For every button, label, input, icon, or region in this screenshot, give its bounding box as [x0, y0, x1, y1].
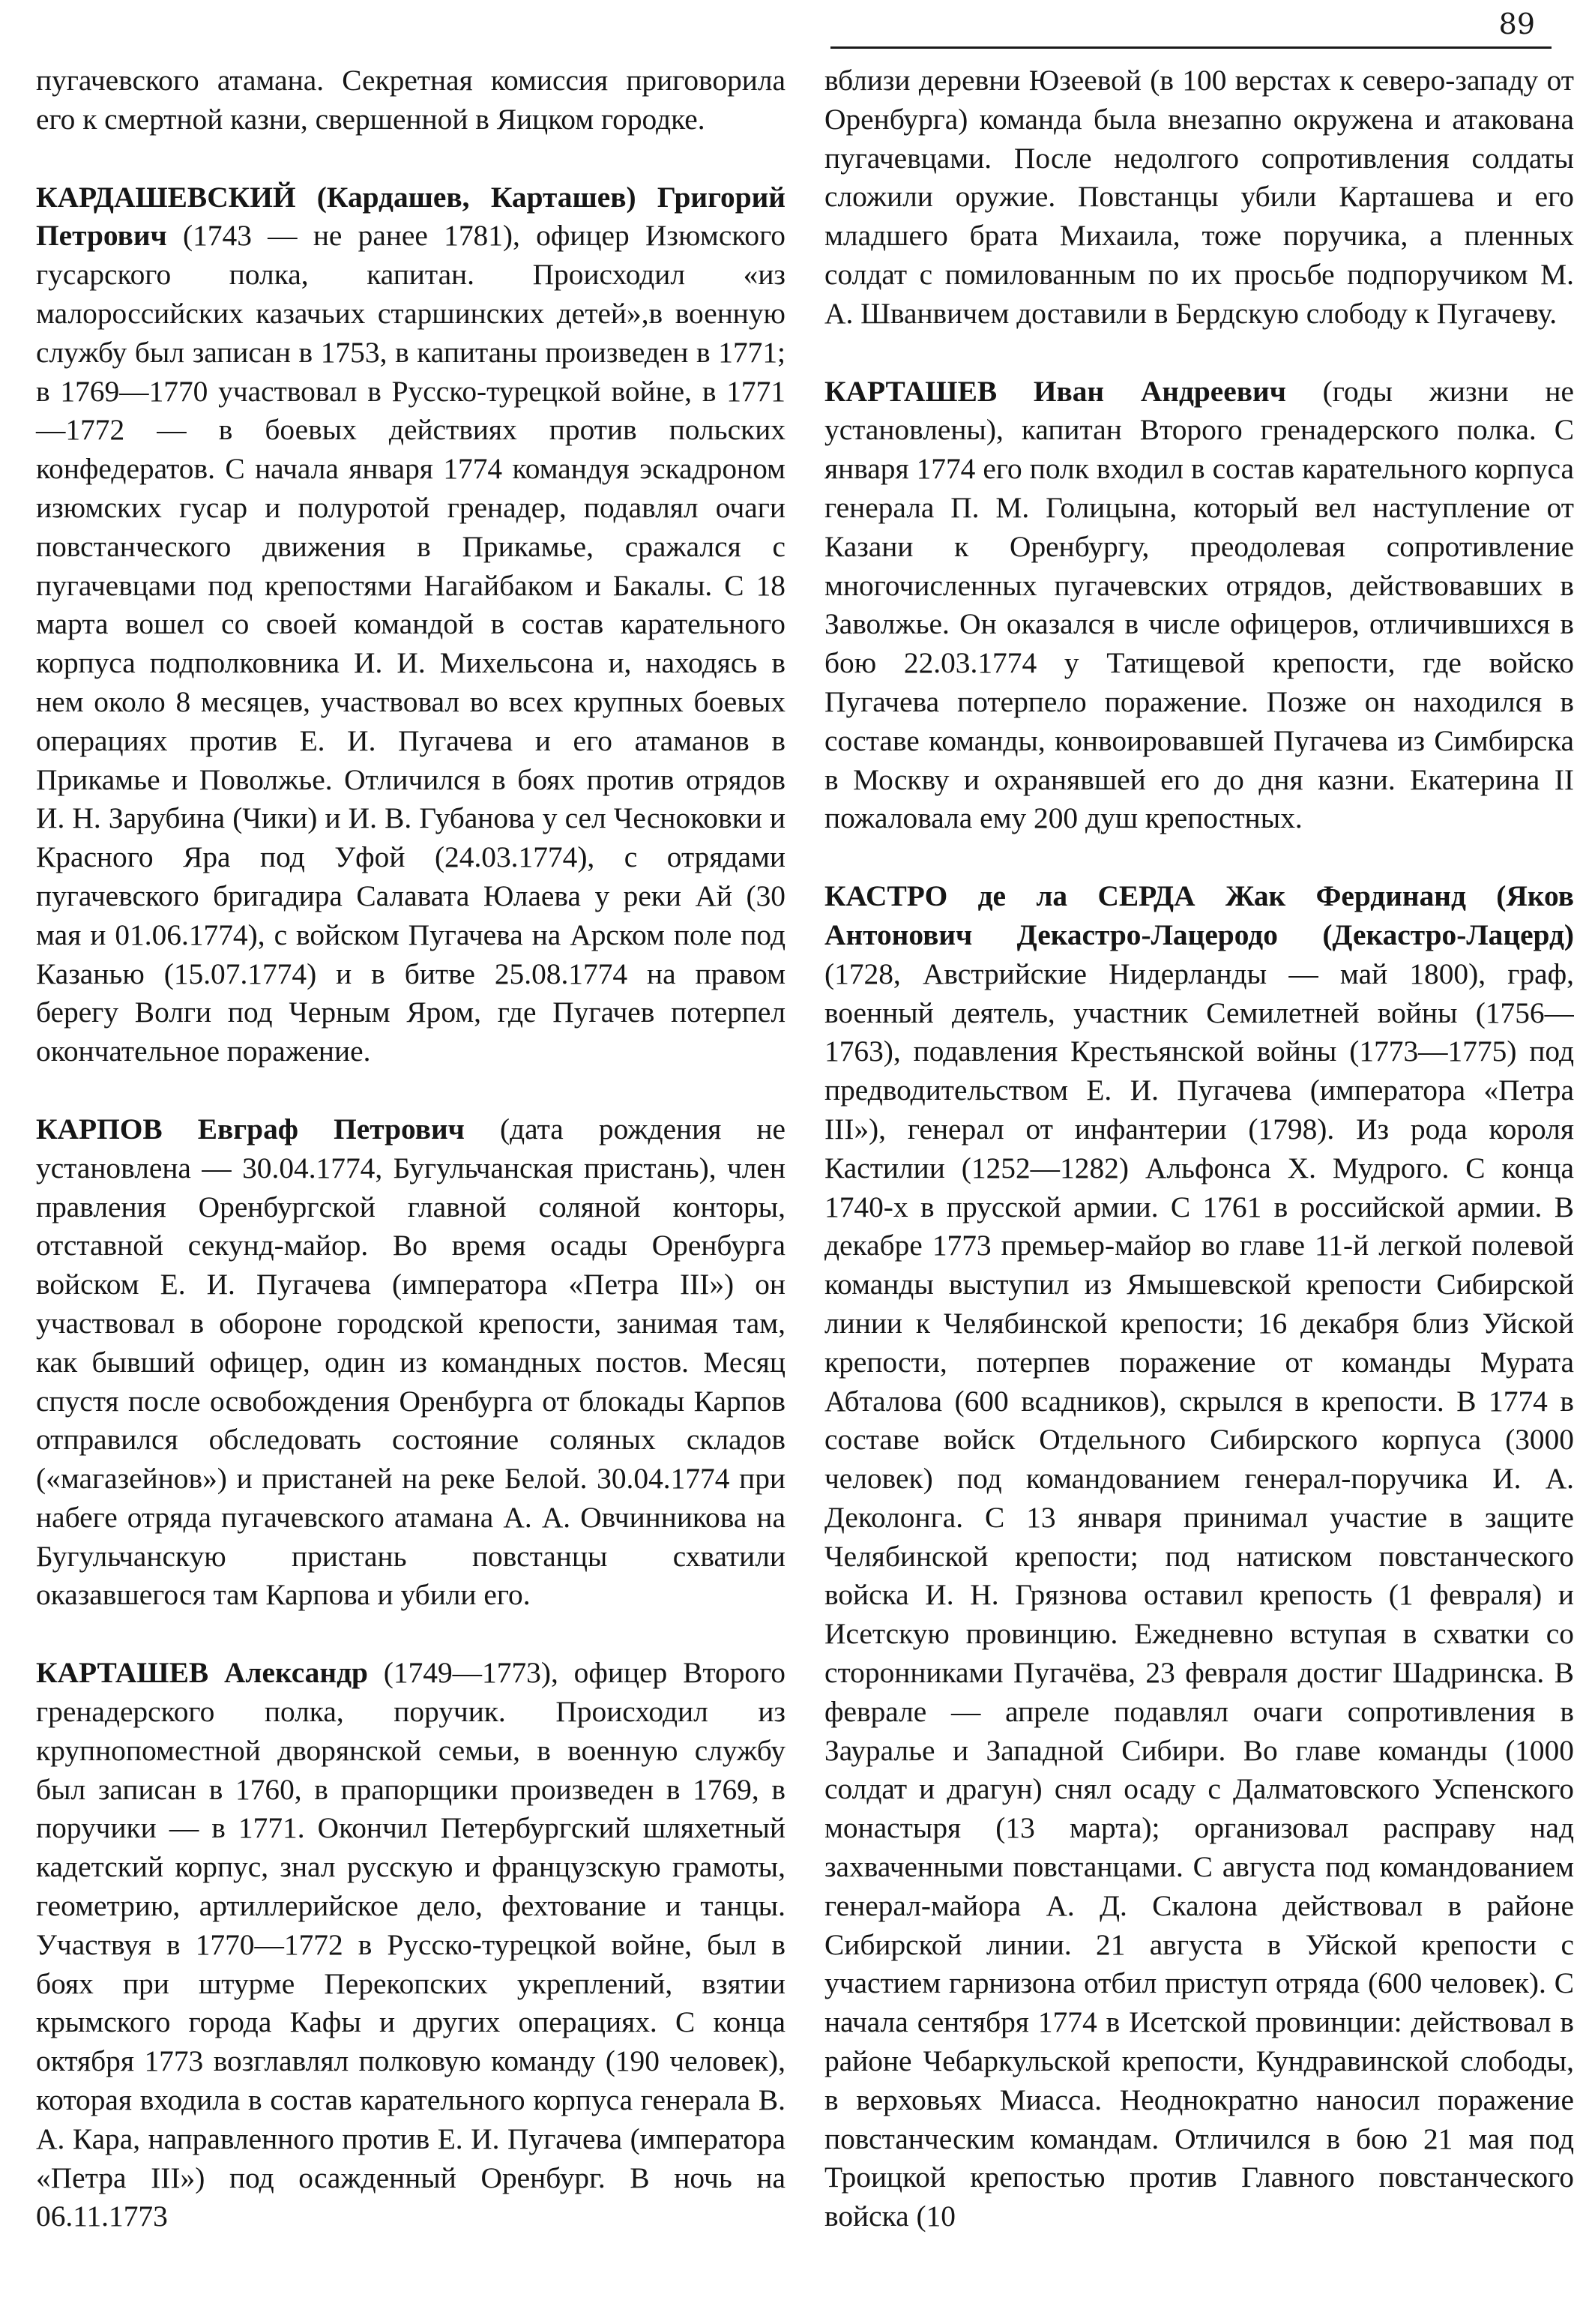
- entry-body: пугачевского атамана. Секретная комиссия приговорила его к смертной казни, свершенной в Яицком городке.: [36, 64, 786, 136]
- entry-continuation: [824, 61, 1574, 334]
- right-column: [824, 61, 1574, 2236]
- entry-heading: КАРТАШЕВ Иван Андреевич: [824, 374, 1286, 408]
- entry-kardashevsky: [36, 178, 786, 1071]
- entry-kartashev-ivan: [824, 373, 1574, 839]
- entry-body: (годы жизни не установлены), капитан Второго гренадерского полка. С января 1774 его полк входил в состав карательного корпуса генерала П. М. Голицына, который вел наступление от Казани к Оренбургу, преодолевая сопротивление многочисленных пугачевских отрядов, действовавших в Заволжье. Он оказался в числе офицеров, отличившихся в бою 22.03.1774 у Татищевой крепости, где войско Пугачева потерпело поражение. Позже он находился в составе команды, конвоировавшей Пугачева из Симбирска в Москву и охранявшей его до дня казни. Екатерина II пожаловала ему 200 душ крепостных.: [824, 374, 1574, 835]
- entry-body: (дата рождения не установлена — 30.04.1774, Бугульчанская пристань), член правления Оренбургской главной соляной конторы, отставной секунд-майор. Во время осады Оренбурга войском Е. И. Пугачева (императора «Петра III») он участвовал в обороне городской крепости, занимая там, как бывший офицер, один из командных постов. Месяц спустя после освобождения Оренбурга от блокады Карпов отправился обследовать состояние соляных складов («магазейнов») и пристаней на реке Белой. 30.04.1774 при набеге отряда пугачевского атамана А. А. Овчинникова на Бугульчанскую пристань повстанцы схватили оказавшегося там Карпова и убили его.: [36, 1112, 786, 1612]
- entry-heading: КАРДАШЕВСКИЙ (Кардашев, Карташев) Григорий Петрович: [36, 180, 786, 253]
- entry-body: вблизи деревни Юзеевой (в 100 верстах к северо-западу от Оренбурга) команда была внезапно окружена и атакована пугачевцами. После недолгого сопротивления солдаты сложили оружие. Повстанцы убили Карташева и его младшего брата Михаила, тоже поручика, а пленных солдат с помилованным по их просьбе подпоручиком М. А. Шванвичем доставили в Бердскую слободу к Пугачеву.: [824, 64, 1574, 330]
- entry-continuation: [36, 61, 786, 139]
- entry-karpov: [36, 1110, 786, 1615]
- page-number: 89: [1498, 7, 1535, 40]
- entry-castro-de-la-serda: [824, 877, 1574, 2236]
- entry-body: (1743 — не ранее 1781), офицер Изюмского гусарского полка, капитан. Происходил «из малороссийских казачьих старшинских детей»,в военную службу был записан в 1753, в капитаны произведен в 1771; в 1769—1770 участвовал в Русско-турецкой войне, в 1771—1772 — в боевых действиях против польских конфедератов. С начала января 1774 командуя эскадроном изюмских гусар и полуротой гренадер, подавлял очаги повстанческого движения в Прикамье, сражался с пугачевцами под крепостями Нагайбаком и Бакалы. С 18 марта вошел со своей командой в состав карательного корпуса подполковника И. И. Михельсона и, находясь в нем около 8 месяцев, участвовал во всех крупных боевых операциях против Е. И. Пугачева и его атаманов в Прикамье и Поволжье. Отличился в боях против отрядов И. Н. Зарубина (Чики) и И. В. Губанова у сел Чесноковки и Красного Яра под Уфой (24.03.1774), с отрядами пугачевского бригадира Салавата Юлаева у реки Ай (30 мая и 01.06.1774), с войском Пугачева на Арском поле под Казанью (15.07.1774) и в битве 25.08.1774 на правом берегу Волги под Черным Яром, где Пугачев потерпел окончательное поражение.: [36, 219, 786, 1068]
- left-column: [36, 61, 786, 2236]
- entry-kartashev-alexander: [36, 1654, 786, 2236]
- entry-body: (1728, Австрийские Нидерланды — май 1800), граф, военный деятель, участник Семилетней войны (1756—1763), подавления Крестьянской войны (1773—1775) под предводительством Е. И. Пугачева (императора «Петра III»), генерал от инфантерии (1798). Из рода короля Кастилии (1252—1282) Альфонса X. Мудрого. С конца 1740-х в прусской армии. С 1761 в российской армии. В декабре 1773 премьер-майор во главе 11-й легкой полевой команды выступил из Ямышевской крепости Сибирской линии к Челябинской крепости; 16 декабря близ Уйской крепости, потерпев поражение от команды Мурата Абталова (600 всадников), скрылся в крепости. В 1774 в составе войск Отдельного Сибирского корпуса (3000 человек) под командованием генерал-поручика И. А. Деколонга. С 13 января принимал участие в защите Челябинской крепости; под натиском повстанческого войска И. Н. Грязнова оставил крепость (1 февраля) и Исетскую провинцию. Ежедневно вступая в схватки со сторонниками Пугачёва, 23 февраля достиг Шадринска. В феврале — апреле подавлял очаги сопротивления в Зауралье и Западной Сибири. Во главе команды (1000 солдат и драгун) снял осаду с Далматовского Успенского монастыря (13 марта); организовал расправу над захваченными повстанцами. С августа под командованием генерал-майора А. Д. Скалона действовал в районе Сибирской линии. 21 августа в Уйской крепости с участием гарнизона отбил приступ отряда (600 человек). С начала сентября 1774 в Исетской провинции: действовал в районе Чебаркульской крепости, Кундравинской слободы, в верховьях Миасса. Неоднократно наносил поражение повстанческим командам. Отличился в бою 21 мая под Троицкой крепостью против Главного повстанческого войска (10: [824, 957, 1574, 2233]
- entry-heading: КАРПОВ Евграф Петрович: [36, 1112, 465, 1146]
- entry-body: (1749—1773), офицер Второго гренадерского полка, поручик. Происходил из крупнопоместной дворянской семьи, в военную службу был записан в 1760, в прапорщики произведен в 1769, в поручики — в 1771. Окончил Петербургский шляхетный кадетский корпус, знал русскую и французскую грамоты, геометрию, артиллерийское дело, фехтование и танцы. Участвуя в 1770—1772 в Русско-турецкой войне, был в боях при штурме Перекопских укреплений, взятии крымского города Кафы и других операциях. С конца октября 1773 возглавлял полковую команду (190 человек), которая входила в состав карательного корпуса генерала В. А. Кара, направленного против Е. И. Пугачева (императора «Петра III») под осажденный Оренбург. В ночь на 06.11.1773: [36, 1656, 786, 2233]
- entry-heading: КАРТАШЕВ Александр: [36, 1656, 368, 1690]
- header-rule: [830, 46, 1552, 49]
- entry-heading: КАСТРО де ла СЕРДА Жак Фердинанд (Яков Антонович Декастро-Лацеродо (Декастро-Лацерд): [824, 879, 1574, 951]
